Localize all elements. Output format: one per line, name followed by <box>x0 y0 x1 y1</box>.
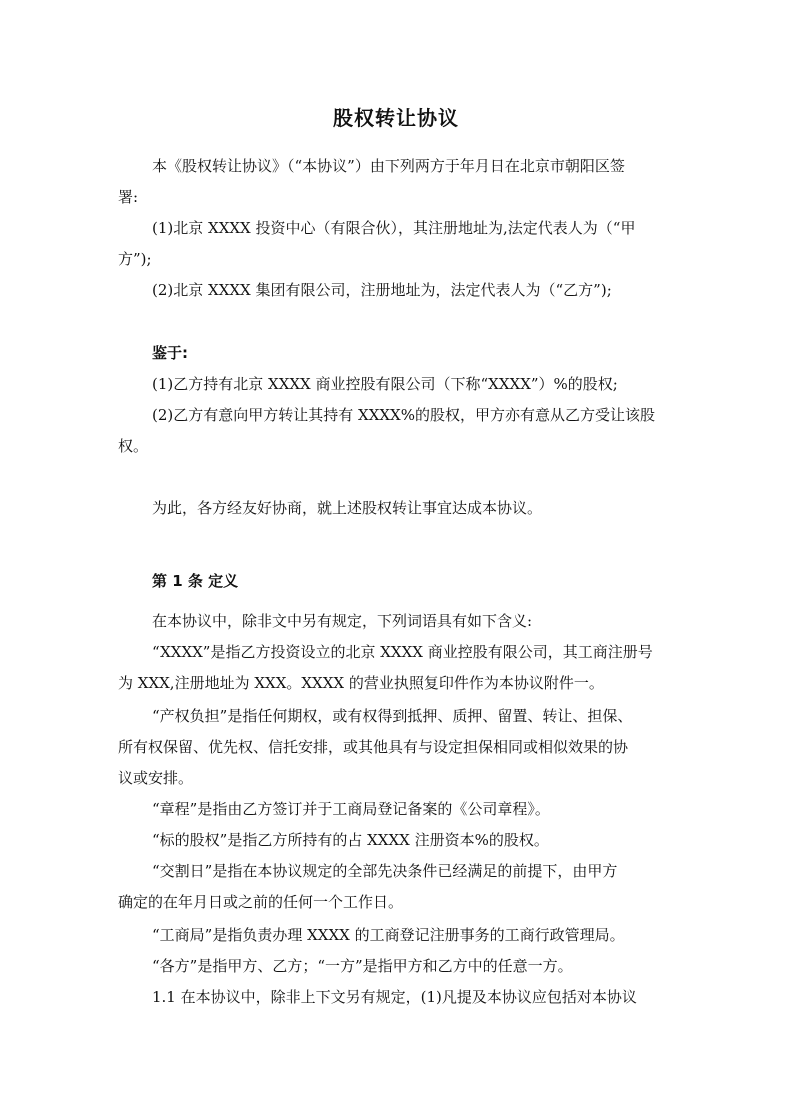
article-1-line: “章程”是指由乙方签订并于工商局登记备案的《公司章程》。 <box>152 800 550 818</box>
article-1-line: 议或安排。 <box>118 769 194 787</box>
article-1-line: 1.1 在本协议中，除非上下文另有规定，(1)凡提及本协议应包括对本协议 <box>152 988 637 1006</box>
document-title: 股权转让协议 <box>333 106 459 130</box>
whereas-item: 权。 <box>118 437 149 455</box>
preamble-line: 署: <box>118 188 139 206</box>
whereas-item: (2)乙方有意向甲方转让其持有 XXXX%的股权，甲方亦有意从乙方受让该股 <box>152 406 655 424</box>
article-1-line: “工商局”是指负责办理 XXXX 的工商登记注册事务的工商行政管理局。 <box>152 926 625 944</box>
article-1-line: 为 XXX,注册地址为 XXX。XXXX 的营业执照复印件作为本协议附件一。 <box>118 674 604 692</box>
whereas-item: (1)乙方持有北京 XXXX 商业控股有限公司（下称“XXXX”）%的股权; <box>152 375 618 393</box>
preamble-line: 本《股权转让协议》（“本协议”）由下列两方于年月日在北京市朝阳区签 <box>152 157 625 175</box>
article-1-line: 确定的在年月日或之前的任何一个工作日。 <box>118 893 404 911</box>
article-1-line: 所有权保留、优先权、信托安排，或其他具有与设定担保相同或相似效果的协 <box>118 738 629 756</box>
party-b-line: (2)北京 XXXX 集团有限公司，注册地址为，法定代表人为（“乙方”); <box>152 281 612 299</box>
article-1-line: “各方”是指甲方、乙方；“一方”是指甲方和乙方中的任意一方。 <box>152 957 573 975</box>
article-1-line: “交割日”是指在本协议规定的全部先决条件已经满足的前提下，由甲方 <box>152 862 618 880</box>
party-a-line: 方”); <box>118 250 152 268</box>
party-a-line: (1)北京 XXXX 投资中心（有限合伙），其注册地址为,法定代表人为（“甲 <box>152 219 636 237</box>
whereas-heading: 鉴于: <box>152 344 188 362</box>
article-1-line: “标的股权”是指乙方所持有的占 XXXX 注册资本%的股权。 <box>152 831 549 849</box>
article-1-line: “XXXX”是指乙方投资设立的北京 XXXX 商业控股有限公司，其工商注册号 <box>152 643 653 661</box>
article-1-heading: 第 1 条 定义 <box>152 572 239 590</box>
article-1-line: 在本协议中，除非文中另有规定，下列词语具有如下含义: <box>152 612 533 630</box>
conclusion-line: 为此，各方经友好协商，就上述股权转让事宜达成本协议。 <box>152 499 543 517</box>
article-1-line: “产权负担”是指任何期权，或有权得到抵押、质押、留置、转让、担保、 <box>152 707 633 725</box>
